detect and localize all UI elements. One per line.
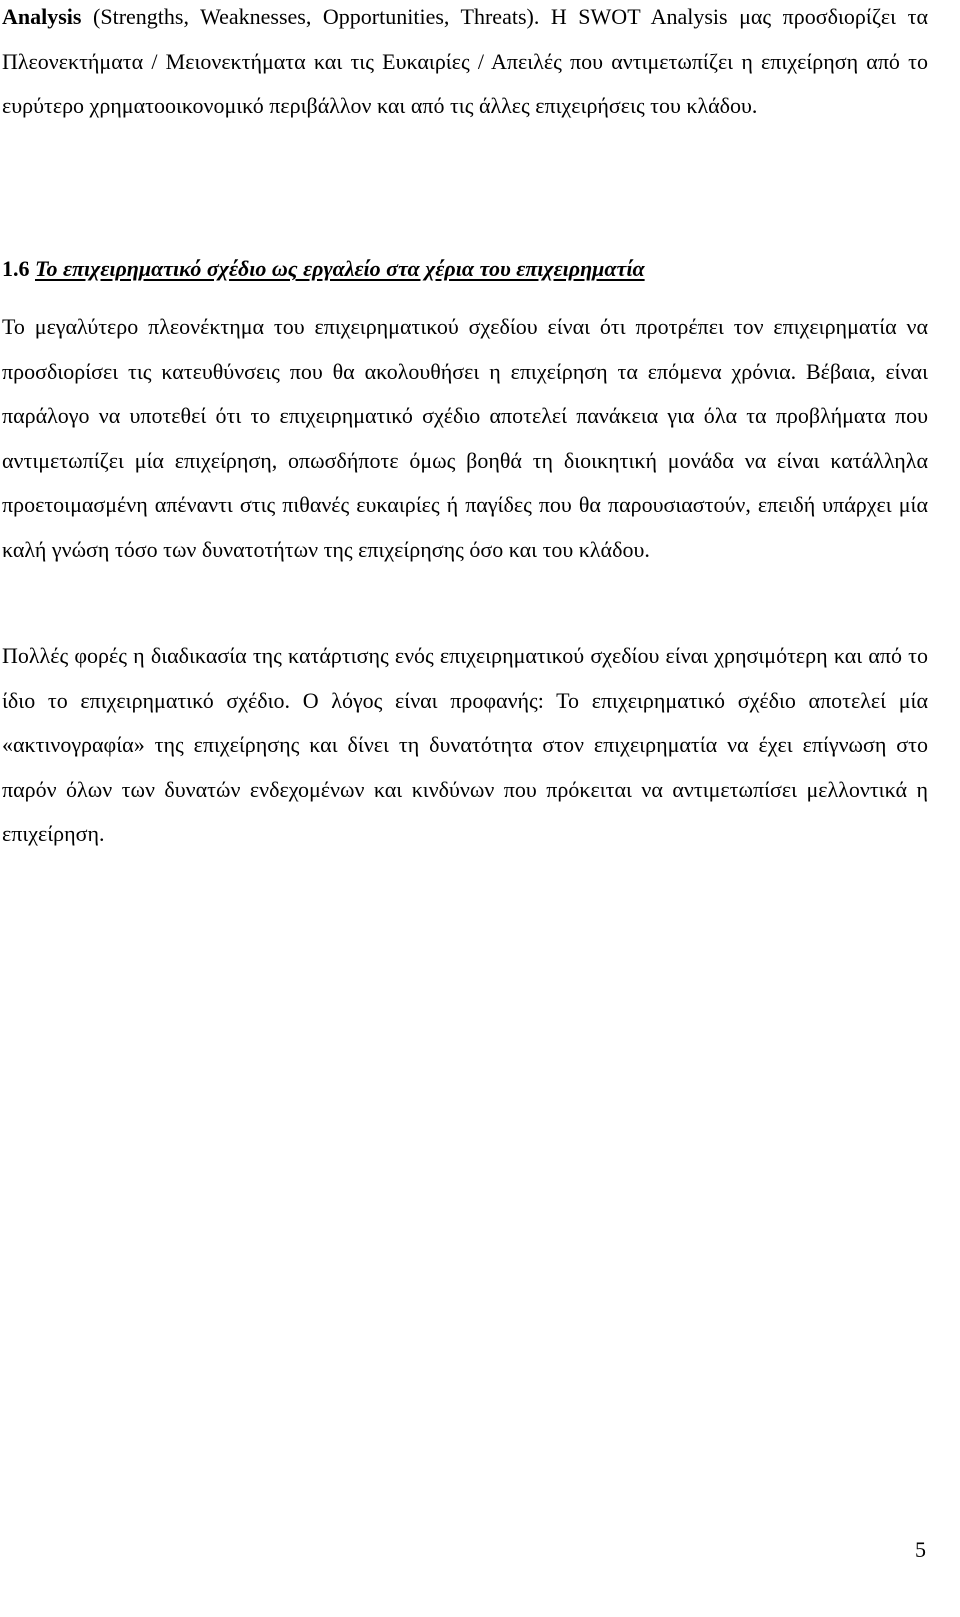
page-number: 5	[915, 1537, 926, 1562]
section-number: 1.6	[2, 256, 30, 281]
body-paragraph-1: Το μεγαλύτερο πλεονέκτημα του επιχειρηματικού σχεδίου είναι ότι προτρέπει τον επιχειρηματία να προσδιορίσει τις κατευθύνσεις που θα ακολουθήσει η επιχείρηση τα επόμενα χρόνια. Βέβαια, είναι παράλογο να υποτεθεί ότι το επιχειρηματικό σχέδιο αποτελεί πανάκεια για όλα τα προβλήματα που αντιμετωπίζει μία επιχείρηση, οπωσδήποτε όμως βοηθά τη διοικητική μονάδα να είναι κατάλληλα προετοιμασμένη απέναντι στις πιθανές ευκαιρίες ή παγίδες που θα παρουσιαστούν, επειδή υπάρχει μία καλή γνώση τόσο των δυνατοτήτων της επιχείρησης όσο και του κλάδου.	[2, 314, 928, 562]
intro-bold-term: Analysis	[2, 4, 82, 29]
section-heading	[2, 247, 645, 291]
body-paragraph-2: Πολλές φορές η διαδικασία της κατάρτισης ενός επιχειρηματικού σχεδίου είναι χρησιμότερη και από το ίδιο το επιχειρηματικό σχέδιο. Ο λόγος είναι προφανής: Το επιχειρηματικό σχέδιο αποτελεί μία «ακτινογραφία» της επιχείρησης και δίνει τη δυνατότητα στον επιχειρηματία να έχει επίγνωση στο παρόν όλων των δυνατών ενδεχομένων και κινδύνων που πρόκειται να αντιμετωπίσει μελλοντικά η επιχείρηση.	[2, 643, 928, 846]
section-title: Το επιχειρηματικό σχέδιο ως εργαλείο στα χέρια του επιχειρηματία	[35, 256, 645, 281]
intro-paragraph	[2, 0, 928, 129]
intro-text: (Strengths, Weaknesses, Opportunities, Threats). Η SWOT Analysis μας προσδιορίζει τα Πλεονεκτήματα / Μειονεκτήματα και τις Ευκαιρίες / Απειλές που αντιμετωπίζει η επιχείρηση από το ευρύτερο χρηματοοικονομικό περιβάλλον και από τις άλλες επιχειρήσεις του κλάδου.	[2, 4, 928, 118]
